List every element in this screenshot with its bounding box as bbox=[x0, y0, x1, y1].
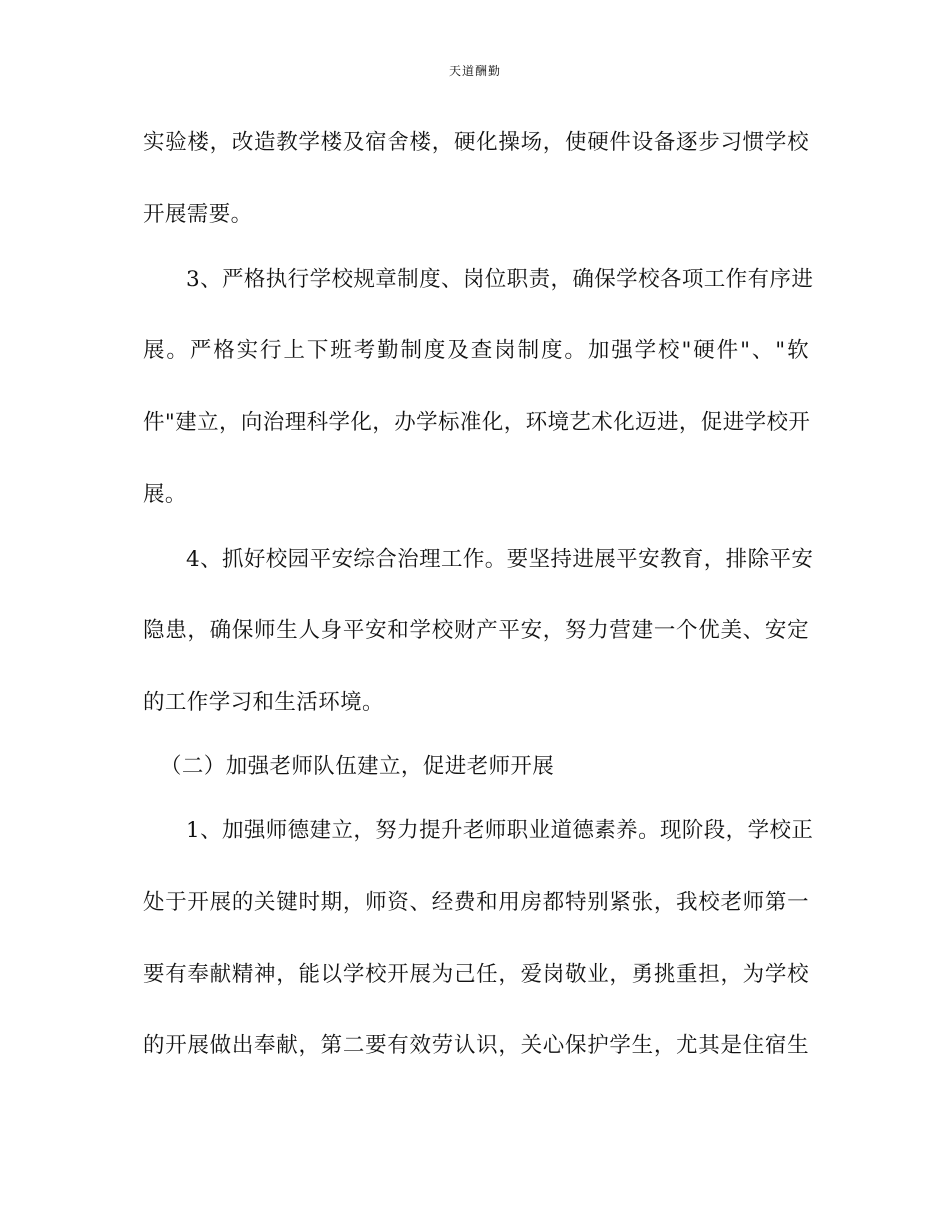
text-line: 4、抓好校园平安综合治理工作。要坚持进展平安教育，排除平安 bbox=[186, 547, 814, 572]
page-header: 天道酬勤 bbox=[448, 64, 501, 78]
text-line: 件"建立，向治理科学化，办学标准化，环境艺术化迈进，促进学校开 bbox=[143, 410, 811, 435]
text-line: 的工作学习和生活环境。 bbox=[143, 690, 384, 715]
text-line: 开展需要。 bbox=[143, 202, 253, 227]
text-line: 隐患，确保师生人身平安和学校财产平安，努力营建一个优美、安定 bbox=[143, 618, 809, 643]
text-line: 实验楼，改造教学楼及宿舍楼，硬化操场，使硬件设备逐步习惯学校 bbox=[143, 130, 809, 155]
text-line: 要有奉献精神，能以学校开展为己任，爱岗敬业，勇挑重担，为学校 bbox=[143, 962, 809, 987]
text-line: 3、严格执行学校规章制度、岗位职责，确保学校各项工作有序进 bbox=[186, 267, 814, 292]
text-line: 展。严格实行上下班考勤制度及查岗制度。加强学校"硬件"、"软 bbox=[143, 338, 809, 363]
text-line: 展。 bbox=[143, 482, 187, 507]
text-line: 的开展做出奉献，第二要有效劳认识，关心保护学生，尤其是住宿生 bbox=[143, 1033, 809, 1058]
text-line: 1、加强师德建立，努力提升老师职业道德素养。现阶段，学校正 bbox=[186, 818, 814, 843]
text-line: 处于开展的关键时期，师资、经费和用房都特别紧张，我校老师第一 bbox=[143, 890, 809, 915]
section-heading: （二）加强老师队伍建立，促进老师开展 bbox=[160, 754, 555, 779]
